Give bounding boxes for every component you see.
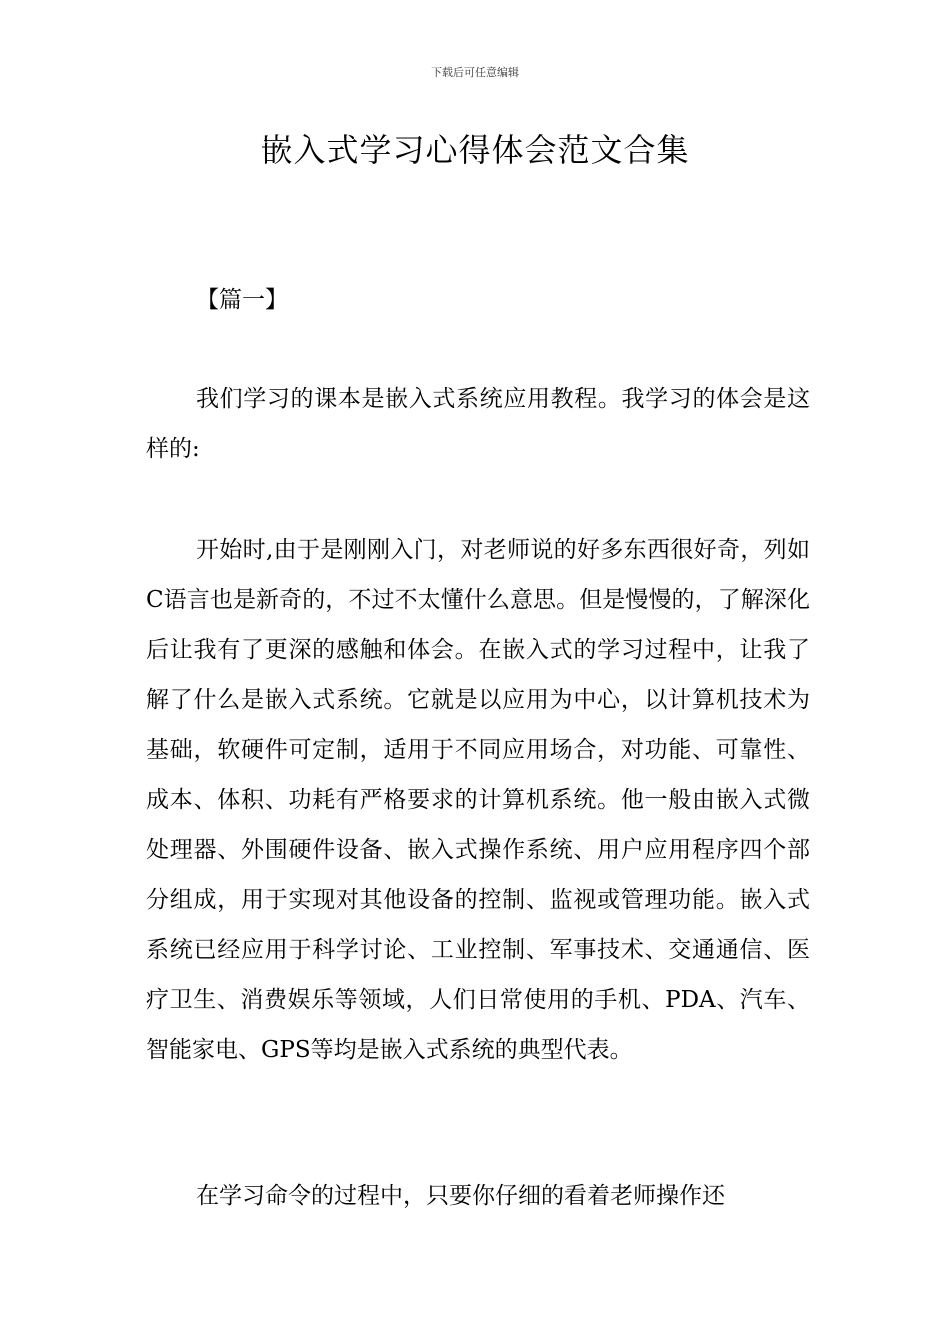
paragraph-1: 我们学习的课本是嵌入式系统应用教程。我学习的体会是这样的: xyxy=(146,386,810,462)
document-title: 嵌入式学习心得体会范文合集 xyxy=(260,131,690,169)
section-label: 【篇一】 xyxy=(196,287,288,313)
paragraph-3: 在学习命令的过程中，只要你仔细的看着老师操作还 xyxy=(196,1183,725,1209)
paragraph-2: 开始时,由于是刚刚入门，对老师说的好多东西很好奇，列如C语言也是新奇的，不过不太懂什么意思。但是慢慢的，了解深化后让我有了更深的感触和体会。在嵌入式的学习过程中，让我了解了什么是嵌入式系统。它就是以应用为中心，以计算机技术为基础，软硬件可定制，适用于不同应用场合，对功能、可靠性、成本、体积、功耗有严格要求的计算机系统。他一般由嵌入式微处理器、外围硬件设备、嵌入式操作系统、用户应用程序四个部分组成，用于实现对其他设备的控制、监视或管理功能。嵌入式系统已经应用于科学讨论、工业控制、军事技术、交通通信、医疗卫生、消费娱乐等领域，人们日常使用的手机、PDA、汽车、智能家电、GPS等均是嵌入式系统的典型代表。 xyxy=(146,537,810,1063)
header-note: 下载后可任意编辑 xyxy=(431,66,519,79)
